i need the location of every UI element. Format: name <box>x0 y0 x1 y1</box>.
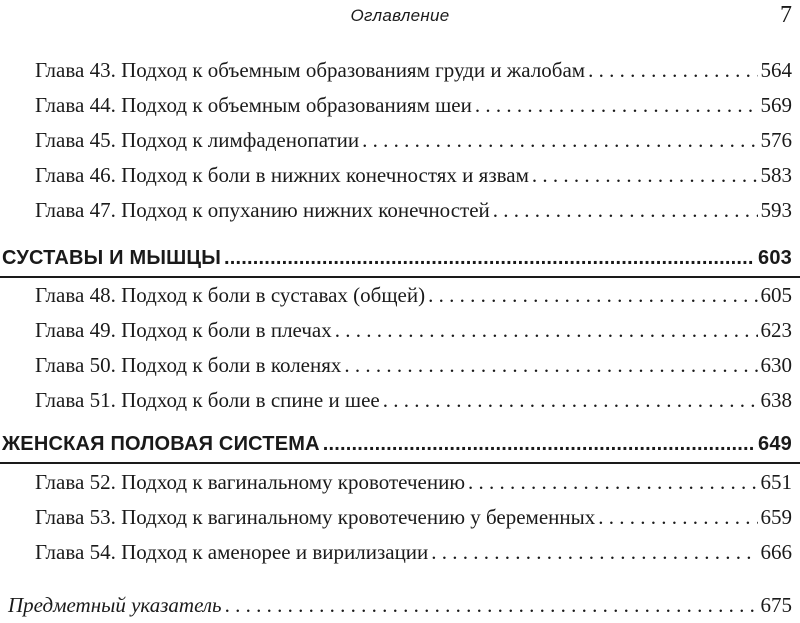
toc-entry-label: Предметный указатель <box>8 593 222 617</box>
toc-entry-page: 569 <box>760 93 792 117</box>
toc-entry-chapter-53[interactable] <box>35 505 792 530</box>
toc-entry-page: 583 <box>760 163 792 187</box>
dot-leader <box>224 247 755 270</box>
toc-entry-page: 605 <box>760 283 792 307</box>
toc-entry-chapter-50[interactable] <box>35 353 792 378</box>
toc-entry-chapter-47[interactable] <box>35 198 792 223</box>
toc-section-page: 649 <box>758 433 792 455</box>
toc-entry-label: Глава 52. Подход к вагинальному кровотечению <box>35 470 466 494</box>
dot-leader <box>428 283 757 308</box>
toc-entry-page: 623 <box>760 318 792 342</box>
toc-entry-chapter-43[interactable] <box>35 58 792 83</box>
toc-entry-chapter-44[interactable] <box>35 93 792 118</box>
toc-entry-chapter-52[interactable] <box>35 470 792 495</box>
toc-entry-chapter-46[interactable] <box>35 163 792 188</box>
toc-entry-label: Глава 43. Подход к объемным образованиям груди и жалобам <box>35 58 586 82</box>
toc-entry-subject-index[interactable] <box>8 593 792 618</box>
toc-entry-label: Глава 50. Подход к боли в коленях <box>35 353 342 377</box>
toc-entry-chapter-48[interactable] <box>35 283 792 308</box>
toc-entry-page: 651 <box>760 470 792 494</box>
dot-leader <box>468 470 757 495</box>
dot-leader <box>383 388 758 413</box>
toc-entry-page: 593 <box>760 198 792 222</box>
toc-entry-page: 666 <box>760 540 792 564</box>
toc-section-label: СУСТАВЫ И МЫШЦЫ <box>2 247 222 269</box>
dot-leader <box>225 593 758 618</box>
toc-entry-label: Глава 48. Подход к боли в суставах (общей) <box>35 283 426 307</box>
dot-leader <box>431 540 757 565</box>
toc-entry-label: Глава 47. Подход к опуханию нижних конечностей <box>35 198 490 222</box>
toc-entry-label: Глава 46. Подход к боли в нижних конечностях и язвам <box>35 163 529 187</box>
toc-entry-page: 576 <box>760 128 792 152</box>
dot-leader <box>362 128 757 153</box>
toc-section-joints-and-muscles[interactable] <box>2 247 792 270</box>
dot-leader <box>532 163 758 188</box>
toc-entry-page: 564 <box>760 58 792 82</box>
toc-entry-label: Глава 49. Подход к боли в плечах <box>35 318 332 342</box>
dot-leader <box>475 93 758 118</box>
page-number: 7 <box>780 2 792 28</box>
dot-leader <box>344 353 757 378</box>
toc-entry-label: Глава 45. Подход к лимфаденопатии <box>35 128 360 152</box>
toc-entry-label: Глава 51. Подход к боли в спине и шее <box>35 388 380 412</box>
toc-section-label: ЖЕНСКАЯ ПОЛОВАЯ СИСТЕМА <box>2 433 320 455</box>
toc-entry-chapter-49[interactable] <box>35 318 792 343</box>
toc-entry-label: Глава 53. Подход к вагинальному кровотечению у беременных <box>35 505 596 529</box>
toc-entry-chapter-51[interactable] <box>35 388 792 413</box>
toc-entry-page: 675 <box>760 593 792 617</box>
dot-leader <box>493 198 758 223</box>
toc-entry-chapter-54[interactable] <box>35 540 792 565</box>
dot-leader <box>588 58 757 83</box>
section-divider <box>0 276 800 278</box>
toc-entry-page: 659 <box>760 505 792 529</box>
dot-leader <box>598 505 757 530</box>
section-divider <box>0 462 800 464</box>
toc-entry-page: 630 <box>760 353 792 377</box>
running-header-title: Оглавление <box>350 6 450 25</box>
toc-entry-chapter-45[interactable] <box>35 128 792 153</box>
toc-entry-page: 638 <box>760 388 792 412</box>
toc-section-female-reproductive-system[interactable] <box>2 433 792 456</box>
toc-entry-label: Глава 44. Подход к объемным образованиям шеи <box>35 93 472 117</box>
toc-section-page: 603 <box>758 247 792 269</box>
dot-leader <box>323 433 755 456</box>
toc-entry-label: Глава 54. Подход к аменорее и вирилизации <box>35 540 429 564</box>
dot-leader <box>335 318 758 343</box>
